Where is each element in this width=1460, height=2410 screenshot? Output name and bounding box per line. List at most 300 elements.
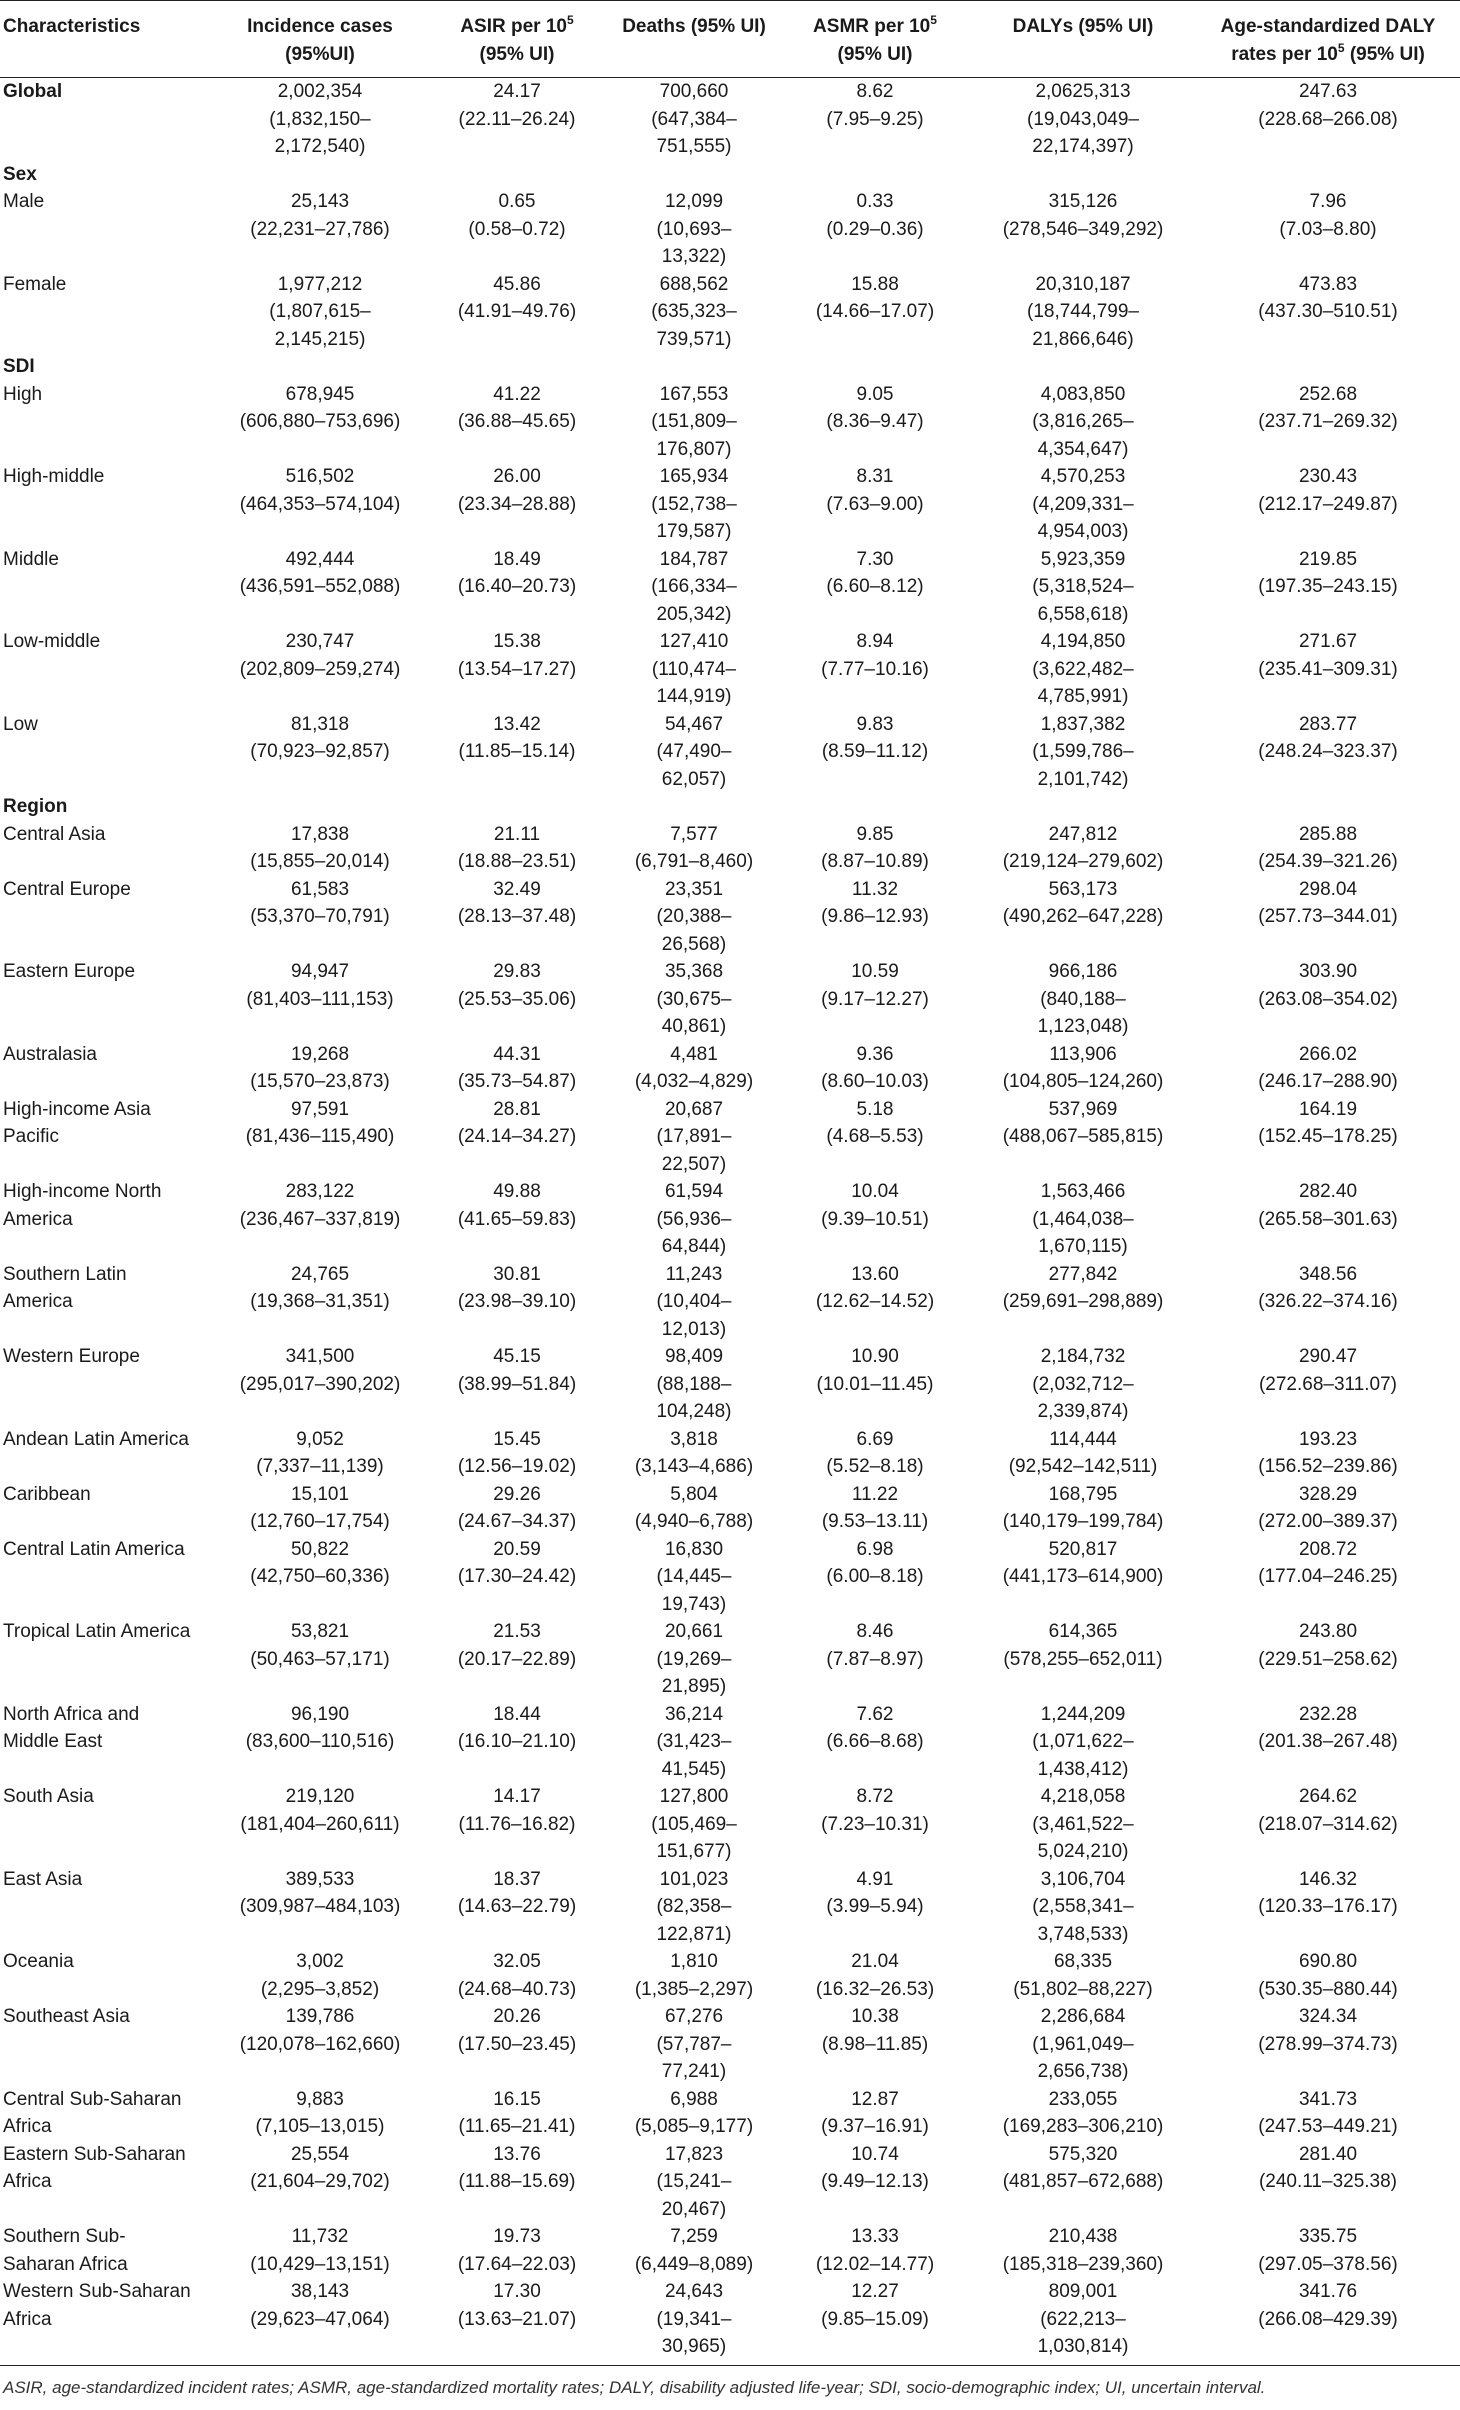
cell-interval: (248.24–323.37) bbox=[1258, 741, 1398, 762]
data-cell bbox=[608, 1343, 780, 1426]
cell-value: 14.17 bbox=[493, 1786, 541, 1807]
cell-value: 26.00 bbox=[493, 466, 541, 487]
data-cell bbox=[780, 1618, 970, 1701]
empty-cell bbox=[780, 161, 970, 189]
data-cell bbox=[970, 188, 1196, 271]
cell-interval: (29,623–47,064) bbox=[250, 2308, 390, 2330]
data-cell bbox=[214, 1426, 426, 1481]
cell-interval: (23.34–28.88) bbox=[457, 493, 577, 515]
table-row bbox=[0, 546, 1460, 629]
cell-value: 3,818 bbox=[670, 1428, 718, 1450]
row-label bbox=[0, 1178, 214, 1261]
cell-value: 8.94 bbox=[856, 631, 894, 652]
cell-value: 21.11 bbox=[493, 823, 541, 845]
cell-interval: (272.68–311.07) bbox=[1258, 1373, 1398, 1395]
cell-value: 0.65 bbox=[498, 191, 536, 212]
cell-interval: (4,032–4,829) bbox=[634, 1071, 754, 1092]
cell-value: 563,173 bbox=[1048, 878, 1118, 900]
cell-value: 13.33 bbox=[851, 2226, 899, 2247]
cell-value: 219.85 bbox=[1298, 548, 1358, 570]
table-row bbox=[0, 1481, 1460, 1536]
data-cell bbox=[1196, 628, 1460, 711]
cell-value: 12,099 bbox=[664, 191, 724, 212]
data-cell bbox=[1196, 1178, 1460, 1261]
cell-interval: (3.99–5.94) bbox=[826, 1896, 924, 1917]
cell-value: 341.76 bbox=[1298, 2281, 1358, 2302]
data-cell bbox=[780, 1426, 970, 1481]
empty-cell bbox=[608, 353, 780, 381]
data-cell bbox=[1196, 2223, 1460, 2278]
cell-value: 266.02 bbox=[1298, 1043, 1358, 1065]
data-cell bbox=[780, 1701, 970, 1784]
cell-value: 29.26 bbox=[493, 1483, 541, 1505]
table-row bbox=[0, 1178, 1460, 1261]
cell-value: 348.56 bbox=[1298, 1263, 1358, 1285]
table-row bbox=[0, 1866, 1460, 1949]
cell-value: 20,310,187 bbox=[1035, 273, 1131, 295]
cell-interval: (8.87–10.89) bbox=[821, 851, 929, 872]
empty-cell bbox=[214, 161, 426, 189]
cell-interval: (10,693– bbox=[656, 218, 732, 240]
cell-interval: 739,571) bbox=[656, 328, 732, 350]
cell-value: 21.53 bbox=[493, 1621, 541, 1642]
row-label-line: High-income Asia bbox=[3, 1098, 151, 1120]
cell-interval: (12.56–19.02) bbox=[457, 1456, 577, 1477]
data-cell bbox=[1196, 711, 1460, 794]
cell-value: 146.32 bbox=[1298, 1868, 1358, 1890]
cell-interval: (4.68–5.53) bbox=[826, 1126, 924, 1147]
row-label: Male bbox=[3, 191, 45, 212]
cell-interval: (17.30–24.42) bbox=[457, 1566, 577, 1587]
data-cell bbox=[970, 1178, 1196, 1261]
data-cell bbox=[1196, 1701, 1460, 1784]
data-cell bbox=[608, 2223, 780, 2278]
data-cell bbox=[780, 1866, 970, 1949]
row-label bbox=[0, 2086, 214, 2141]
data-cell bbox=[1196, 1536, 1460, 1619]
cell-interval: (81,403–111,153) bbox=[246, 988, 394, 1010]
cell-interval: (36.88–45.65) bbox=[457, 411, 577, 432]
row-label bbox=[0, 2223, 214, 2278]
table-row bbox=[0, 78, 1460, 161]
cell-value: 8.62 bbox=[856, 81, 894, 102]
cell-interval: (28.13–37.48) bbox=[457, 906, 577, 927]
cell-interval: (9.85–15.09) bbox=[821, 2308, 929, 2330]
cell-interval: (9.37–16.91) bbox=[821, 2116, 929, 2137]
cell-interval: (201.38–267.48) bbox=[1258, 1731, 1398, 1752]
cell-value: 24,643 bbox=[664, 2281, 724, 2302]
cell-value: 264.62 bbox=[1298, 1786, 1358, 1807]
cell-interval: (263.08–354.02) bbox=[1258, 988, 1398, 1010]
cell-value: 516,502 bbox=[285, 466, 355, 487]
cell-interval: (16.32–26.53) bbox=[815, 1978, 935, 2000]
cell-value: 614,365 bbox=[1048, 1621, 1118, 1642]
cell-interval: (8.59–11.12) bbox=[821, 741, 929, 762]
cell-value: 139,786 bbox=[285, 2006, 355, 2027]
cell-interval: (11.65–21.41) bbox=[458, 2116, 576, 2137]
data-cell bbox=[214, 1041, 426, 1096]
cell-interval: (530.35–880.44) bbox=[1258, 1978, 1398, 2000]
cell-interval: (437.30–510.51) bbox=[1258, 301, 1398, 322]
cell-interval: (490,262–647,228) bbox=[1002, 906, 1164, 927]
data-cell bbox=[970, 1343, 1196, 1426]
cell-interval: (88,188– bbox=[656, 1373, 732, 1395]
row-label: Female bbox=[3, 273, 67, 295]
row-label bbox=[0, 1261, 214, 1344]
cell-value: 10.74 bbox=[851, 2143, 899, 2165]
cell-interval: (278.99–374.73) bbox=[1258, 2033, 1398, 2055]
cell-interval: (166,334– bbox=[651, 576, 737, 597]
cell-interval: (266.08–429.39) bbox=[1258, 2308, 1398, 2330]
row-label: Low-middle bbox=[3, 631, 101, 652]
table-row bbox=[0, 2086, 1460, 2141]
data-cell bbox=[214, 546, 426, 629]
data-cell bbox=[1196, 876, 1460, 959]
data-cell bbox=[426, 1783, 608, 1866]
data-cell bbox=[608, 1426, 780, 1481]
data-cell bbox=[608, 876, 780, 959]
cell-interval: (5,085–9,177) bbox=[634, 2116, 754, 2137]
group-label: Region bbox=[3, 796, 68, 817]
cell-interval: (246.17–288.90) bbox=[1258, 1071, 1398, 1092]
data-cell bbox=[426, 2223, 608, 2278]
cell-value: 49.88 bbox=[493, 1181, 541, 1202]
data-cell bbox=[970, 958, 1196, 1041]
row-label bbox=[0, 2278, 214, 2365]
cell-value: 4,194,850 bbox=[1040, 631, 1126, 652]
empty-cell bbox=[608, 793, 780, 821]
cell-interval: (4,209,331– bbox=[1032, 493, 1134, 515]
row-label: Caribbean bbox=[3, 1483, 91, 1505]
empty-cell bbox=[214, 353, 426, 381]
cell-value: 247.63 bbox=[1298, 81, 1358, 102]
cell-interval: (31,423– bbox=[656, 1731, 732, 1752]
cell-value: 114,444 bbox=[1049, 1428, 1117, 1450]
cell-interval: 30,965) bbox=[661, 2336, 727, 2357]
row-label-line: America bbox=[3, 1291, 73, 1312]
cell-value: 6.69 bbox=[856, 1428, 894, 1450]
cell-value: 18.37 bbox=[493, 1868, 541, 1890]
cell-interval: (3,622,482– bbox=[1032, 658, 1134, 680]
table-row bbox=[0, 2223, 1460, 2278]
data-cell bbox=[1196, 2278, 1460, 2365]
cell-interval: (7,105–13,015) bbox=[255, 2116, 385, 2137]
cell-interval: (57,787– bbox=[656, 2033, 732, 2055]
cell-interval: (441,173–614,900) bbox=[1002, 1566, 1164, 1587]
table-row bbox=[0, 1783, 1460, 1866]
data-cell bbox=[1196, 2086, 1460, 2141]
data-cell bbox=[1196, 463, 1460, 546]
cell-interval: (10.01–11.45) bbox=[816, 1373, 934, 1395]
row-label: Southeast Asia bbox=[3, 2006, 130, 2027]
data-cell bbox=[970, 2086, 1196, 2141]
data-cell bbox=[970, 271, 1196, 354]
cell-value: 54,467 bbox=[664, 713, 724, 735]
data-cell bbox=[780, 711, 970, 794]
cell-interval: (22.11–26.24) bbox=[458, 108, 576, 130]
cell-value: 575,320 bbox=[1048, 2143, 1118, 2165]
cell-value: 97,591 bbox=[290, 1098, 350, 1120]
cell-interval: (23.98–39.10) bbox=[457, 1291, 577, 1312]
data-cell bbox=[780, 1783, 970, 1866]
cell-interval: (202,809–259,274) bbox=[239, 658, 401, 680]
cell-interval: (1,832,150– bbox=[269, 108, 371, 130]
data-cell bbox=[970, 1536, 1196, 1619]
cell-value: 4,481 bbox=[670, 1043, 718, 1065]
cell-interval: 13,322) bbox=[661, 246, 727, 267]
cell-interval: (30,675– bbox=[656, 988, 732, 1010]
data-cell bbox=[426, 876, 608, 959]
cell-interval: (3,816,265– bbox=[1032, 411, 1134, 432]
row-label-line: Pacific bbox=[3, 1126, 59, 1147]
data-cell bbox=[608, 188, 780, 271]
row-label: East Asia bbox=[3, 1868, 83, 1890]
table-row bbox=[0, 1701, 1460, 1784]
cell-value: 23,351 bbox=[664, 878, 724, 900]
cell-value: 1,810 bbox=[670, 1951, 718, 1972]
cell-value: 193.23 bbox=[1298, 1428, 1358, 1450]
data-cell bbox=[214, 1343, 426, 1426]
cell-value: 520,817 bbox=[1048, 1538, 1118, 1560]
cell-interval: (4,940–6,788) bbox=[634, 1511, 754, 1532]
cell-value: 13.76 bbox=[493, 2143, 541, 2165]
row-label: Australasia bbox=[3, 1043, 97, 1065]
data-cell bbox=[426, 188, 608, 271]
cell-interval: 1,123,048) bbox=[1037, 1016, 1129, 1037]
cell-interval: 77,241) bbox=[661, 2061, 727, 2082]
group-header-row bbox=[0, 161, 1460, 189]
header-asir: ASIR per $10^5$ (95% UI) bbox=[426, 1, 608, 78]
data-cell bbox=[780, 546, 970, 629]
data-cell bbox=[970, 1866, 1196, 1949]
table-row bbox=[0, 2278, 1460, 2365]
cell-value: 7.30 bbox=[856, 548, 894, 570]
cell-value: 3,106,704 bbox=[1040, 1868, 1126, 1890]
cell-interval: (156.52–239.86) bbox=[1258, 1456, 1398, 1477]
cell-interval: (622,213– bbox=[1040, 2308, 1126, 2330]
row-label-line: Africa bbox=[3, 2308, 52, 2330]
data-cell bbox=[214, 271, 426, 354]
cell-interval: 4,954,003) bbox=[1037, 521, 1129, 542]
cell-value: 2,0625,313 bbox=[1035, 81, 1131, 102]
cell-interval: 151,677) bbox=[656, 1841, 732, 1862]
cell-value: 232.28 bbox=[1298, 1703, 1358, 1725]
cell-interval: (19,269– bbox=[656, 1648, 732, 1670]
cell-value: 8.46 bbox=[856, 1621, 894, 1642]
table-header bbox=[0, 1, 1460, 78]
cell-interval: (140,179–199,784) bbox=[1002, 1511, 1164, 1532]
cell-interval: 1,670,115) bbox=[1038, 1236, 1128, 1257]
cell-interval: (20,388– bbox=[656, 906, 732, 927]
row-label-line: High-income North bbox=[3, 1181, 162, 1202]
cell-interval: (11.88–15.69) bbox=[458, 2171, 576, 2192]
header-incidence: Incidence cases (95%UI) bbox=[214, 1, 426, 78]
data-cell bbox=[1196, 1261, 1460, 1344]
data-cell bbox=[970, 2141, 1196, 2224]
cell-interval: (6.66–8.68) bbox=[826, 1731, 924, 1752]
cell-interval: 5,024,210) bbox=[1037, 1841, 1129, 1862]
cell-interval: 64,844) bbox=[661, 1236, 727, 1257]
table-row bbox=[0, 463, 1460, 546]
cell-interval: 22,507) bbox=[661, 1153, 727, 1175]
cell-interval: (22,231–27,786) bbox=[250, 218, 390, 240]
cell-interval: (295,017–390,202) bbox=[239, 1373, 401, 1395]
header-daly-rates: Age-standardized DALY rates per $10^5$ (95% UI) bbox=[1196, 1, 1460, 78]
data-cell bbox=[214, 2278, 426, 2365]
data-cell bbox=[1196, 1783, 1460, 1866]
cell-value: 4.91 bbox=[856, 1868, 894, 1890]
data-cell bbox=[214, 1948, 426, 2003]
cell-interval: 41,545) bbox=[661, 1758, 727, 1780]
data-cell bbox=[1196, 78, 1460, 161]
table-row bbox=[0, 2003, 1460, 2086]
cell-interval: 21,866,646) bbox=[1032, 328, 1134, 350]
cell-value: 30.81 bbox=[493, 1263, 541, 1285]
data-cell bbox=[780, 2141, 970, 2224]
header-asmr: ASMR per $10^5$ (95% UI) bbox=[780, 1, 970, 78]
cell-value: 9.85 bbox=[856, 823, 894, 845]
cell-value: 101,023 bbox=[659, 1868, 729, 1890]
data-cell bbox=[214, 1178, 426, 1261]
cell-interval: (92,542–142,511) bbox=[1008, 1456, 1158, 1477]
data-cell bbox=[780, 876, 970, 959]
cell-interval: (219,124–279,602) bbox=[1002, 851, 1164, 872]
data-cell bbox=[780, 463, 970, 546]
data-cell bbox=[214, 1618, 426, 1701]
cell-value: 247,812 bbox=[1048, 823, 1118, 845]
cell-value: 5,804 bbox=[670, 1483, 718, 1505]
cell-interval: 62,057) bbox=[661, 768, 727, 790]
cell-value: 45.86 bbox=[493, 273, 541, 295]
cell-interval: (120,078–162,660) bbox=[239, 2033, 401, 2055]
row-label: Andean Latin America bbox=[3, 1428, 189, 1450]
cell-value: 20.59 bbox=[493, 1538, 541, 1560]
data-cell bbox=[970, 381, 1196, 464]
cell-value: 1,244,209 bbox=[1040, 1703, 1126, 1725]
cell-interval: (120.33–176.17) bbox=[1258, 1896, 1398, 1917]
cell-value: 17,823 bbox=[664, 2143, 724, 2165]
row-label-line: Western Sub-Saharan bbox=[3, 2281, 191, 2302]
data-cell bbox=[426, 2278, 608, 2365]
cell-interval: (309,987–484,103) bbox=[239, 1896, 401, 1917]
cell-value: 281.40 bbox=[1298, 2143, 1358, 2165]
cell-interval: (2,558,341– bbox=[1032, 1896, 1134, 1917]
data-cell bbox=[780, 2278, 970, 2365]
table-row bbox=[0, 1261, 1460, 1344]
group-label: SDI bbox=[3, 356, 35, 377]
cell-interval: (7,337–11,139) bbox=[256, 1456, 384, 1477]
cell-interval: 205,342) bbox=[656, 603, 732, 625]
group-header-row bbox=[0, 793, 1460, 821]
data-cell bbox=[426, 1178, 608, 1261]
table-row bbox=[0, 2141, 1460, 2224]
cell-value: 219,120 bbox=[285, 1786, 355, 1807]
cell-interval: (3,461,522– bbox=[1032, 1813, 1134, 1835]
cell-value: 15.88 bbox=[851, 273, 899, 295]
cell-interval: (1,385–2,297) bbox=[634, 1978, 754, 2000]
cell-interval: 40,861) bbox=[661, 1016, 727, 1037]
cell-interval: (53,370–70,791) bbox=[250, 906, 390, 927]
data-cell bbox=[608, 1783, 780, 1866]
data-cell bbox=[214, 2003, 426, 2086]
data-cell bbox=[780, 1343, 970, 1426]
row-label bbox=[0, 1701, 214, 1784]
data-cell bbox=[426, 1261, 608, 1344]
cell-interval: 4,785,991) bbox=[1037, 686, 1129, 707]
cell-interval: (17.64–22.03) bbox=[457, 2253, 577, 2275]
cell-interval: (481,857–672,688) bbox=[1002, 2171, 1164, 2192]
cell-value: 61,583 bbox=[290, 878, 350, 900]
cell-interval: (56,936– bbox=[656, 1208, 732, 1230]
data-cell bbox=[970, 711, 1196, 794]
data-cell bbox=[970, 2278, 1196, 2365]
cell-value: 50,822 bbox=[290, 1538, 350, 1560]
cell-interval: (6,449–8,089) bbox=[634, 2253, 754, 2275]
cell-interval: (606,880–753,696) bbox=[239, 411, 401, 432]
table-row bbox=[0, 958, 1460, 1041]
cell-interval: (7.63–9.00) bbox=[826, 493, 924, 515]
cell-value: 208.72 bbox=[1298, 1538, 1358, 1560]
cell-value: 290.47 bbox=[1298, 1346, 1358, 1367]
data-cell bbox=[780, 1536, 970, 1619]
data-cell bbox=[426, 1426, 608, 1481]
cell-value: 67,276 bbox=[664, 2006, 724, 2027]
cell-interval: (19,368–31,351) bbox=[250, 1291, 390, 1312]
cell-interval: 2,101,742) bbox=[1037, 768, 1129, 790]
row-label-line: Southern Latin bbox=[3, 1263, 127, 1285]
empty-cell bbox=[214, 793, 426, 821]
data-cell bbox=[780, 821, 970, 876]
cell-value: 690.80 bbox=[1298, 1951, 1358, 1972]
cell-value: 19,268 bbox=[290, 1043, 350, 1065]
data-cell bbox=[214, 1866, 426, 1949]
cell-value: 537,969 bbox=[1048, 1098, 1118, 1120]
cell-interval: (8.36–9.47) bbox=[826, 411, 924, 432]
cell-interval: (9.39–10.51) bbox=[821, 1208, 929, 1230]
empty-cell bbox=[970, 353, 1196, 381]
data-cell bbox=[426, 1343, 608, 1426]
cell-value: 11,243 bbox=[665, 1263, 723, 1285]
data-cell bbox=[780, 2223, 970, 2278]
cell-value: 473.83 bbox=[1298, 273, 1358, 295]
cell-value: 10.90 bbox=[851, 1346, 899, 1367]
cell-value: 3,002 bbox=[296, 1951, 344, 1972]
cell-value: 809,001 bbox=[1048, 2281, 1118, 2302]
cell-interval: (229.51–258.62) bbox=[1258, 1648, 1398, 1670]
cell-interval: (237.71–269.32) bbox=[1258, 411, 1398, 432]
data-cell bbox=[1196, 1096, 1460, 1179]
row-label-line: Africa bbox=[3, 2171, 52, 2192]
empty-cell bbox=[780, 353, 970, 381]
data-cell bbox=[608, 711, 780, 794]
data-cell bbox=[426, 1618, 608, 1701]
data-cell bbox=[214, 78, 426, 161]
data-cell bbox=[970, 876, 1196, 959]
data-cell bbox=[426, 463, 608, 546]
cell-value: 18.44 bbox=[493, 1703, 541, 1725]
cell-interval: (181,404–260,611) bbox=[240, 1813, 400, 1835]
cell-value: 688,562 bbox=[659, 273, 729, 295]
cell-value: 44.31 bbox=[493, 1043, 541, 1065]
data-cell bbox=[1196, 1041, 1460, 1096]
data-cell bbox=[1196, 546, 1460, 629]
data-cell bbox=[426, 1041, 608, 1096]
data-cell bbox=[214, 1536, 426, 1619]
cell-value: 17,838 bbox=[290, 823, 350, 845]
data-cell bbox=[608, 271, 780, 354]
cell-value: 10.59 bbox=[851, 961, 899, 982]
data-cell bbox=[970, 1426, 1196, 1481]
